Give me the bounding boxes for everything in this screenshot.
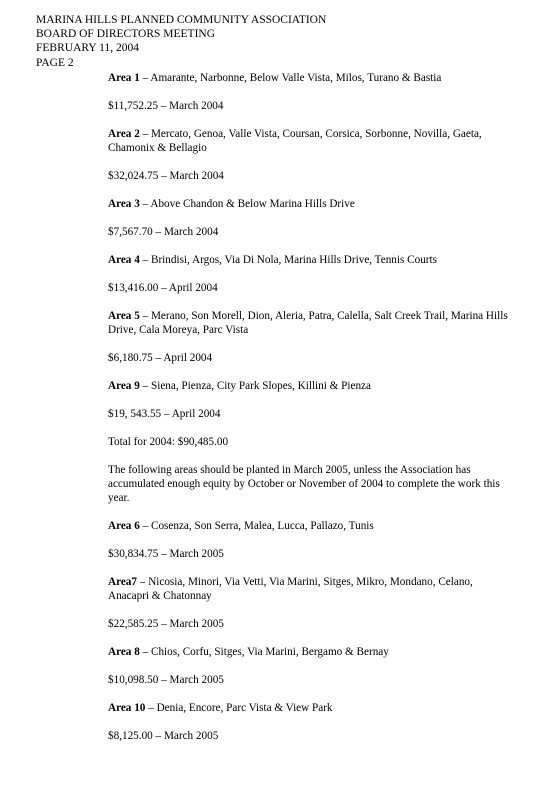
area-streets: – Chios, Corfu, Sitges, Via Marini, Bergamo & Bernay bbox=[139, 646, 389, 658]
document-body bbox=[108, 71, 508, 757]
area-description bbox=[108, 197, 508, 211]
area-cost: $19, 543.55 – April 2004 bbox=[108, 408, 221, 420]
area-streets: – Brindisi, Argos, Via Di Nola, Marina Hills Drive, Tennis Courts bbox=[139, 254, 437, 266]
area-description bbox=[108, 379, 508, 393]
area-label: Area 3 bbox=[108, 198, 140, 210]
association-name: MARINA HILLS PLANNED COMMUNITY ASSOCIATION bbox=[36, 14, 327, 26]
area-cost: $6,180.75 – April 2004 bbox=[108, 352, 213, 364]
area-streets: – Mercato, Genoa, Valle Vista, Coursan, Corsica, Sorbonne, Novilla, Gaeta, Chamonix & Bellagio bbox=[108, 128, 482, 154]
area-label: Area 10 bbox=[108, 702, 146, 714]
area-cost: $8,125.00 – March 2005 bbox=[108, 730, 219, 742]
document-header bbox=[36, 13, 326, 70]
area-label: Area 8 bbox=[108, 646, 140, 658]
area-cost: $13,416.00 – April 2004 bbox=[108, 282, 218, 294]
area-description bbox=[108, 253, 508, 267]
meeting-title: BOARD OF DIRECTORS MEETING bbox=[36, 28, 216, 41]
area-description bbox=[108, 309, 508, 337]
area-streets: – Above Chandon & Below Marina Hills Drive bbox=[139, 198, 355, 210]
area-label: Area 6 bbox=[108, 520, 140, 532]
area-description bbox=[108, 519, 508, 533]
area-streets: – Merano, Son Morell, Dion, Aleria, Patra, Calella, Salt Creek Trail, Marina Hills Drive, Cala Moreya, Parc Vista bbox=[108, 310, 508, 336]
area-description bbox=[108, 575, 508, 603]
total-2004: Total for 2004: $90,485.00 bbox=[108, 436, 229, 448]
area-description bbox=[108, 701, 508, 715]
area-description bbox=[108, 645, 508, 659]
area-label: Area 1 bbox=[108, 72, 140, 84]
area-label: Area 5 bbox=[108, 310, 140, 322]
area-streets: – Denia, Encore, Parc Vista & View Park bbox=[145, 702, 333, 714]
area-cost: $11,752.25 – March 2004 bbox=[108, 100, 224, 112]
area-streets: – Siena, Pienza, City Park Slopes, Killini & Pienza bbox=[139, 380, 371, 392]
areas-2005-list bbox=[108, 519, 508, 743]
area-label: Area7 bbox=[108, 576, 137, 588]
area-cost: $30,834.75 – March 2005 bbox=[108, 548, 224, 560]
area-cost: $22,585.25 – March 2005 bbox=[108, 618, 224, 630]
area-cost: $7,567.70 – March 2004 bbox=[108, 226, 219, 238]
area-label: Area 9 bbox=[108, 380, 140, 392]
area-label: Area 2 bbox=[108, 128, 140, 140]
meeting-date: FEBRUARY 11, 2004 bbox=[36, 42, 139, 55]
areas-2004-list bbox=[108, 71, 508, 421]
area-cost: $10,098.50 – March 2005 bbox=[108, 674, 224, 686]
area-description bbox=[108, 71, 508, 85]
area-description bbox=[108, 127, 508, 155]
area-cost: $32,024.75 – March 2004 bbox=[108, 170, 224, 182]
page-number: PAGE 2 bbox=[36, 56, 74, 69]
note-2005: The following areas should be planted in March 2005, unless the Association has accumulated enough equity by October or November of 2004 to complete the work this year. bbox=[108, 464, 500, 504]
area-label: Area 4 bbox=[108, 254, 140, 266]
area-streets: – Amarante, Narbonne, Below Valle Vista, Milos, Turano & Bastia bbox=[139, 72, 442, 84]
area-streets: – Cosenza, Son Serra, Malea, Lucca, Pallazo, Tunis bbox=[139, 520, 374, 532]
area-streets: – Nicosia, Minori, Via Vetti, Via Marini, Sitges, Mikro, Mondano, Celano, Anacapri & Chatonnay bbox=[108, 576, 473, 602]
